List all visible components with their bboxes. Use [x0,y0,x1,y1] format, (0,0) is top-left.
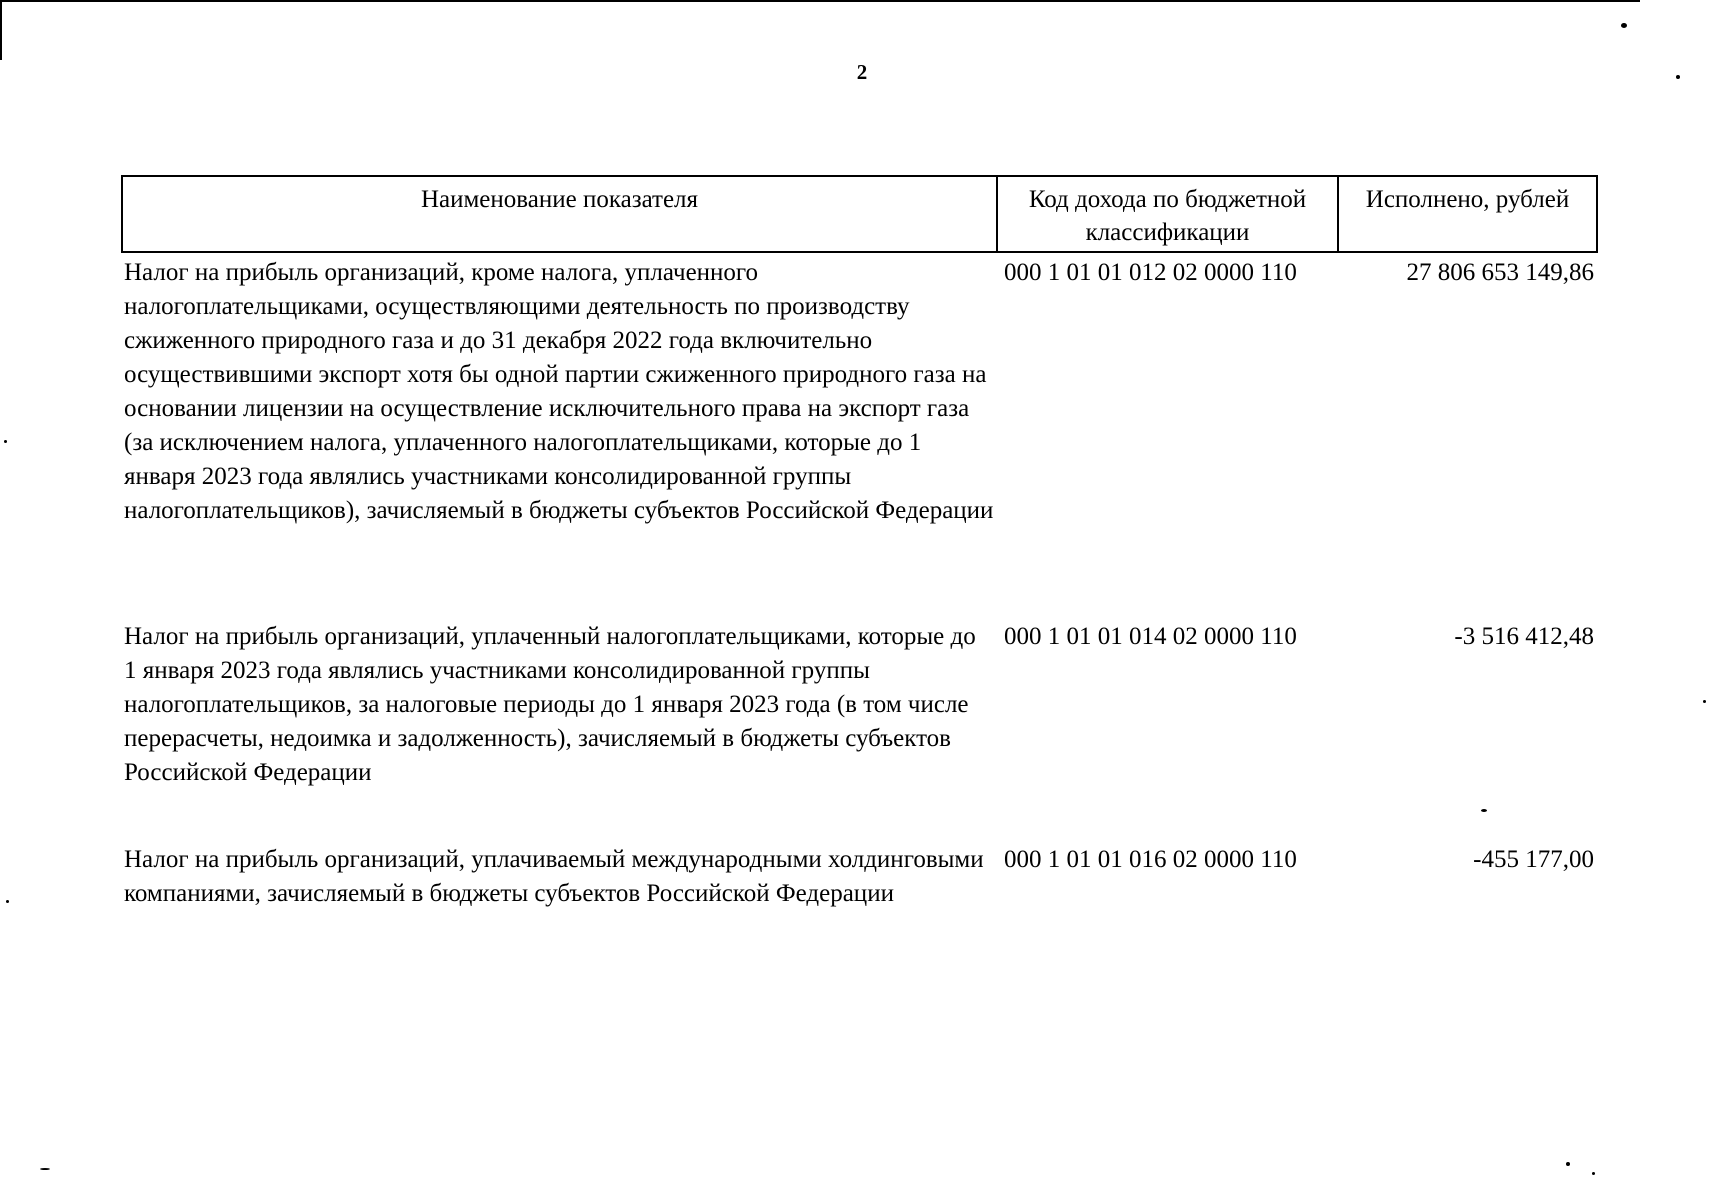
header-code: Код дохода по бюджетной классификации [998,177,1339,251]
income-code: 000 1 01 01 014 02 0000 110 [1004,623,1297,650]
scan-speck [6,900,9,903]
income-code: 000 1 01 01 012 02 0000 110 [1004,259,1297,286]
income-code: 000 1 01 01 016 02 0000 110 [1004,846,1297,873]
header-executed: Исполнено, рублей [1365,186,1570,213]
scan-speck [1676,75,1680,79]
page-top-border [0,0,1640,2]
indicator-name: Налог на прибыль организаций, уплаченный налогоплательщиками, которые до 1 января 2023 года являлись участниками консолидированной группы налогоплательщиков, за налоговые периоды до 1 января 2023 года (в том числе перерасчеты, недоимка и задолженность), зачисляемый в бюджеты субъектов Российской Федерации [124,623,976,786]
scan-speck [1621,23,1627,28]
scan-speck [1703,700,1706,703]
indicator-name: Налог на прибыль организаций, кроме налога, уплаченного налогоплательщиками, осуществляющими деятельность по производству сжиженного природного газа и до 31 декабря 2022 года включительно осуществившими экспорт хотя бы одной партии сжиженного природного газа на основании лицензии на осуществление исключительного права на экспорт газа (за исключением налога, уплаченного налогоплательщиками, которые до 1 января 2023 года являлись участниками консолидированной группы налогоплательщиков), зачисляемый в бюджеты субъектов Российской Федерации [124,259,994,524]
scan-speck [1481,809,1487,812]
header-name: Наименование показателя [123,177,998,251]
scan-speck [1566,1162,1570,1166]
page-left-border [0,0,2,60]
scan-speck [4,440,7,443]
executed-amount: -455 177,00 [1473,846,1594,873]
scan-speck [40,1168,50,1170]
page-number: 2 [856,60,868,84]
scan-speck [1592,1172,1595,1175]
executed-amount: -3 516 412,48 [1454,623,1594,650]
table-header [121,175,1598,253]
indicator-name: Налог на прибыль организаций, уплачиваемый международными холдинговыми компаниями, зачисляемый в бюджеты субъектов Российской Федерации [124,846,984,907]
executed-amount: 27 806 653 149,86 [1406,259,1594,286]
